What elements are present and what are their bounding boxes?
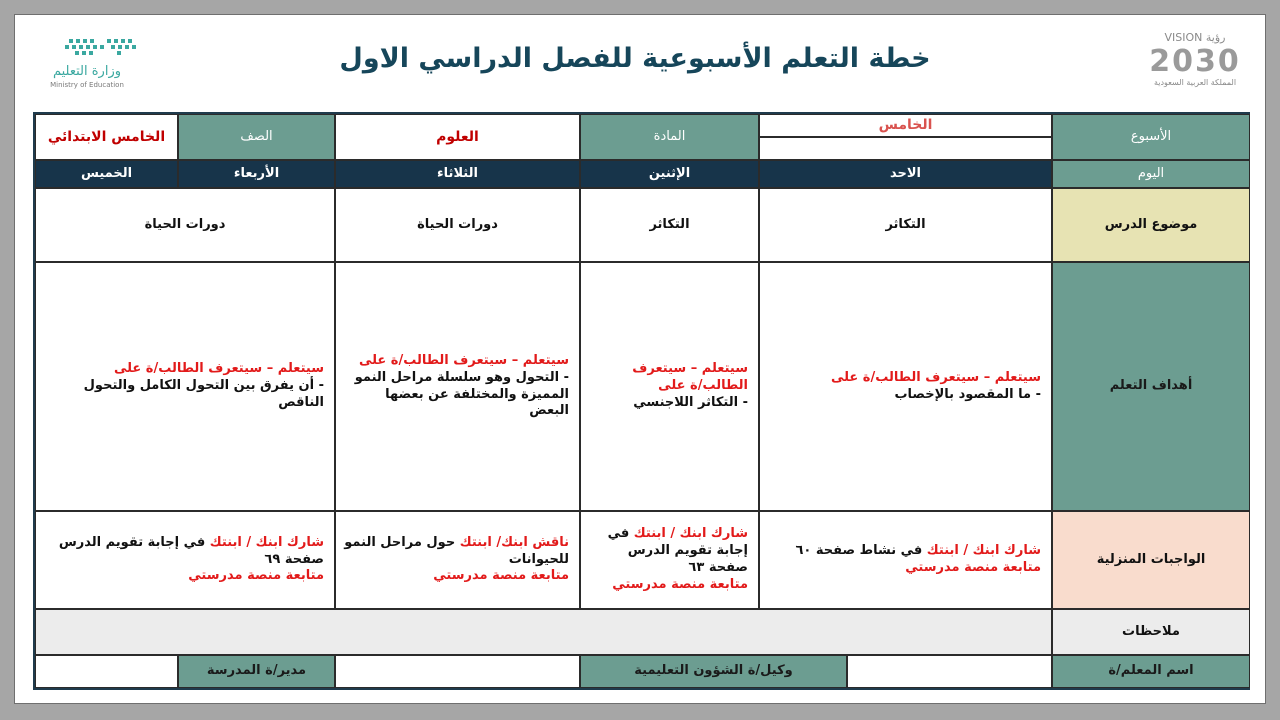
homework-monday-body: في إجابة تقويم الدرس صفحة ٦٣ (607, 526, 748, 575)
goal-sunday-lead: سيتعلم – سيتعرف الطالب/ة على (830, 369, 1041, 385)
plan-table (33, 112, 1250, 690)
deputy-label: وكيل/ة الشؤون التعليمية (580, 655, 847, 688)
day-row-label: اليوم (1052, 160, 1250, 188)
homework-monday-lead: شارك ابنك / ابنتك (633, 526, 748, 542)
class-value: الخامس الابتدائي (35, 114, 178, 160)
homework-wed-thu-tail: متابعة منصة مدرستي (188, 568, 324, 584)
day-sunday: الاحد (759, 160, 1052, 188)
teacher-name-label: اسم المعلم/ة (1052, 655, 1250, 688)
homework-sunday-lead: شارك ابنك / ابنتك (926, 543, 1041, 559)
topic-monday: التكاثر (580, 188, 759, 262)
vision-logo-year: 2030 (1149, 44, 1241, 79)
subject-label: المادة (580, 114, 759, 160)
goal-wed-thu (35, 262, 335, 511)
homework-row-label: الواجبات المنزلية (1052, 511, 1250, 609)
plan-sheet (14, 14, 1266, 704)
homework-wed-thu-lead: شارك ابنك / ابنتك (209, 534, 324, 550)
homework-sunday-body: في نشاط صفحة ٦٠ (795, 543, 923, 559)
day-monday: الإثنين (580, 160, 759, 188)
principal-field[interactable] (35, 655, 178, 688)
goal-monday (580, 262, 759, 511)
week-value-blank (759, 137, 1052, 160)
week-label: الأسبوع (1052, 114, 1250, 160)
goal-tuesday (335, 262, 580, 511)
goal-sunday (759, 262, 1052, 511)
subject-value: العلوم (335, 114, 580, 160)
goal-tuesday-lead: سيتعلم – سيتعرف الطالب/ة على (358, 352, 569, 368)
moe-logo-english: Ministry of Education (50, 81, 124, 89)
goal-wed-thu-lead: سيتعلم – سيتعرف الطالب/ة على (113, 361, 324, 377)
topic-sunday: التكاثر (759, 188, 1052, 262)
header (15, 15, 1265, 111)
notes-row-label: ملاحظات (1052, 609, 1250, 655)
homework-sunday (759, 511, 1052, 609)
homework-monday (580, 511, 759, 609)
page-title: خطة التعلم الأسبوعية للفصل الدراسي الاول (339, 43, 931, 74)
homework-wed-thu (35, 511, 335, 609)
principal-label: مدير/ة المدرسة (178, 655, 335, 688)
homework-monday-tail: متابعة منصة مدرستي (612, 576, 748, 592)
homework-tuesday (335, 511, 580, 609)
moe-logo-arabic: وزارة التعليم (52, 64, 122, 79)
day-wednesday: الأربعاء (178, 160, 335, 188)
topic-row-label: موضوع الدرس (1052, 188, 1250, 262)
week-value: الخامس (759, 114, 1052, 137)
teacher-name-field[interactable] (847, 655, 1052, 688)
goal-tuesday-body: - التحول وهو سلسلة مراحل النمو المميزة والمختلفة عن بعضها البعض (354, 369, 569, 419)
goal-monday-body: - التكاثر اللاجنسي (633, 394, 748, 410)
deputy-field[interactable] (335, 655, 580, 688)
topic-wed-thu: دورات الحياة (35, 188, 335, 262)
goal-monday-lead: سيتعلم – سيتعرف الطالب/ة على (632, 361, 748, 394)
day-tuesday: الثلاثاء (335, 160, 580, 188)
vision-2030-logo (1135, 27, 1255, 97)
vision-logo-top: VISION رؤية (1164, 31, 1226, 44)
homework-wed-thu-body: في إجابة تقويم الدرس صفحة ٦٩ (58, 534, 324, 567)
vision-logo-sub: المملكة العربية السعودية (1153, 78, 1237, 87)
day-thursday: الخميس (35, 160, 178, 188)
homework-sunday-tail: متابعة منصة مدرستي (905, 560, 1041, 575)
class-label: الصف (178, 114, 335, 160)
goal-wed-thu-body: - أن يفرق بين التحول الكامل والتحول الناقص (83, 378, 324, 410)
homework-tuesday-lead: ناقش ابنك/ ابنتك (459, 534, 569, 550)
goal-sunday-body: - ما المقصود بالإخصاب (894, 386, 1041, 402)
notes-field[interactable] (35, 609, 1052, 655)
homework-tuesday-body: حول مراحل النمو للحيوانات (344, 534, 569, 567)
topic-tuesday: دورات الحياة (335, 188, 580, 262)
goals-row-label: أهداف التعلم (1052, 262, 1250, 511)
homework-tuesday-tail: متابعة منصة مدرستي (433, 568, 569, 584)
ministry-of-education-logo (29, 35, 149, 97)
